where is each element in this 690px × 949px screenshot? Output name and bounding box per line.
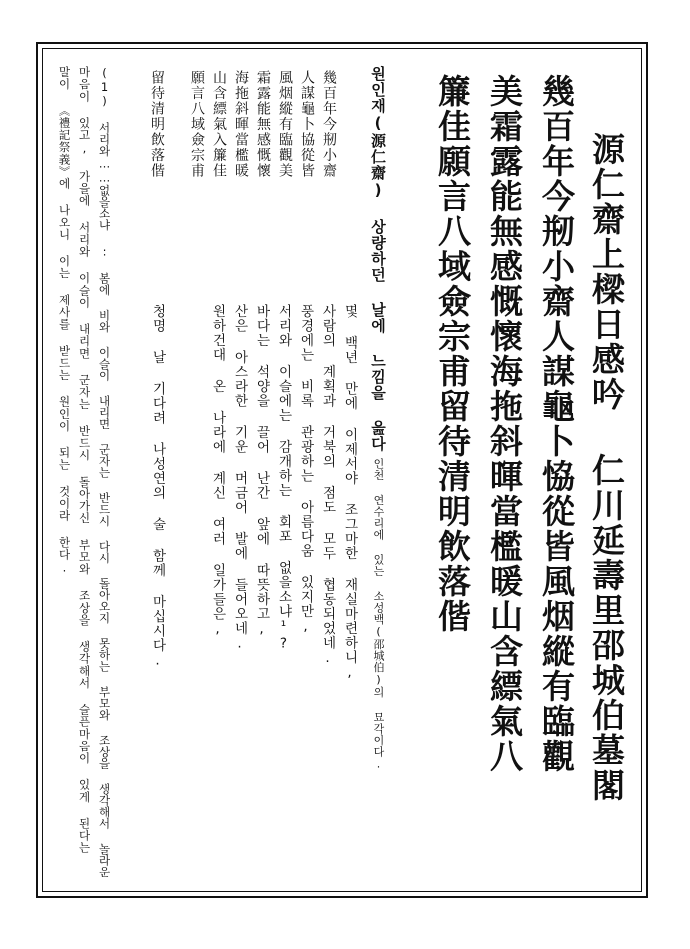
poem-hanja-line-6: 山含縹氣入簾佳 xyxy=(211,70,227,179)
translation-line-1: 몇 백년 만에 이제서야 조그마한 재실마련하니, xyxy=(341,304,358,682)
poem-title-main: 원인재(源仁齋) 상량하던 날에 느낌을 읊다 xyxy=(369,66,387,452)
calligraphy-line-4: 簾佳願言八域僉宗甫留待清明飲落偕 xyxy=(433,74,472,634)
calligraphy-line-1: 源仁齋上樑日感吟 仁川延壽里邵城伯墓閣 xyxy=(587,132,626,803)
poem-hanja-line-1: 幾百年今剏小齋 xyxy=(321,70,337,179)
poem-hanja-line-7: 願言八域僉宗甫 xyxy=(189,70,205,179)
footnote-line-3: 말이 《禮記祭義》에 나오니 이는 제사를 받드는 원인이 되는 것이라 한다. xyxy=(57,66,72,575)
footnote-line-1: (1) 서리와……없을소냐 : 봄에 비와 이슬이 내리면 군자는 반드시 다시 돌아오지 못하는 부모와 조상을 생각해서 놀라운 xyxy=(97,66,112,878)
poem-hanja-line-3: 風烟縱有臨觀美 xyxy=(277,70,293,179)
translation-line-6: 산은 아스라한 기운 머금어 발에 들어오네. xyxy=(231,304,248,653)
translation-line-2: 사람의 계획과 거북의 점도 모두 협동되었네. xyxy=(319,304,336,667)
poem-hanja-line-2: 人謀龜卜協從皆 xyxy=(299,70,315,179)
poem-title-sub: 인천 연수리에 있는 소성백(邵城伯)의 묘각이다. xyxy=(372,458,385,771)
calligraphy-line-3: 美霜露能無感慨懷海拖斜暉當檻暖山含縹氣八 xyxy=(485,74,524,774)
poem-hanja-line-8: 留待清明飲落偕 xyxy=(149,70,165,179)
calligraphy-line-2: 幾百年今剏小齋人謀龜卜恊從皆風烟縱有臨觀 xyxy=(537,74,576,774)
translation-line-3: 풍경에는 비록 관광하는 아름다움 있지만, xyxy=(297,304,314,636)
translation-line-8: 청명 날 기다려 나성연의 술 함께 마십시다. xyxy=(149,304,166,670)
poem-hanja-line-4: 霜露能無感慨懷 xyxy=(255,70,271,179)
translation-line-7: 원하건대 온 나라에 계신 여러 일가들은, xyxy=(209,304,226,638)
translation-line-5: 바다는 석양을 끌어 난간 앞에 따뜻하고, xyxy=(253,304,270,638)
poem-title xyxy=(370,66,385,771)
footnote-line-2: 마음이 있고, 가을에 서리와 이슬이 내리면 군자는 반드시 돌아가신 부모와 조상을 생각해서 슬픈마음이 있게 된다는 xyxy=(77,66,92,854)
poem-hanja-line-5: 海拖斜暉當檻暖 xyxy=(233,70,249,179)
translation-line-4: 서리와 이슬에는 감개하는 회포 없을소냐¹? xyxy=(275,304,292,653)
